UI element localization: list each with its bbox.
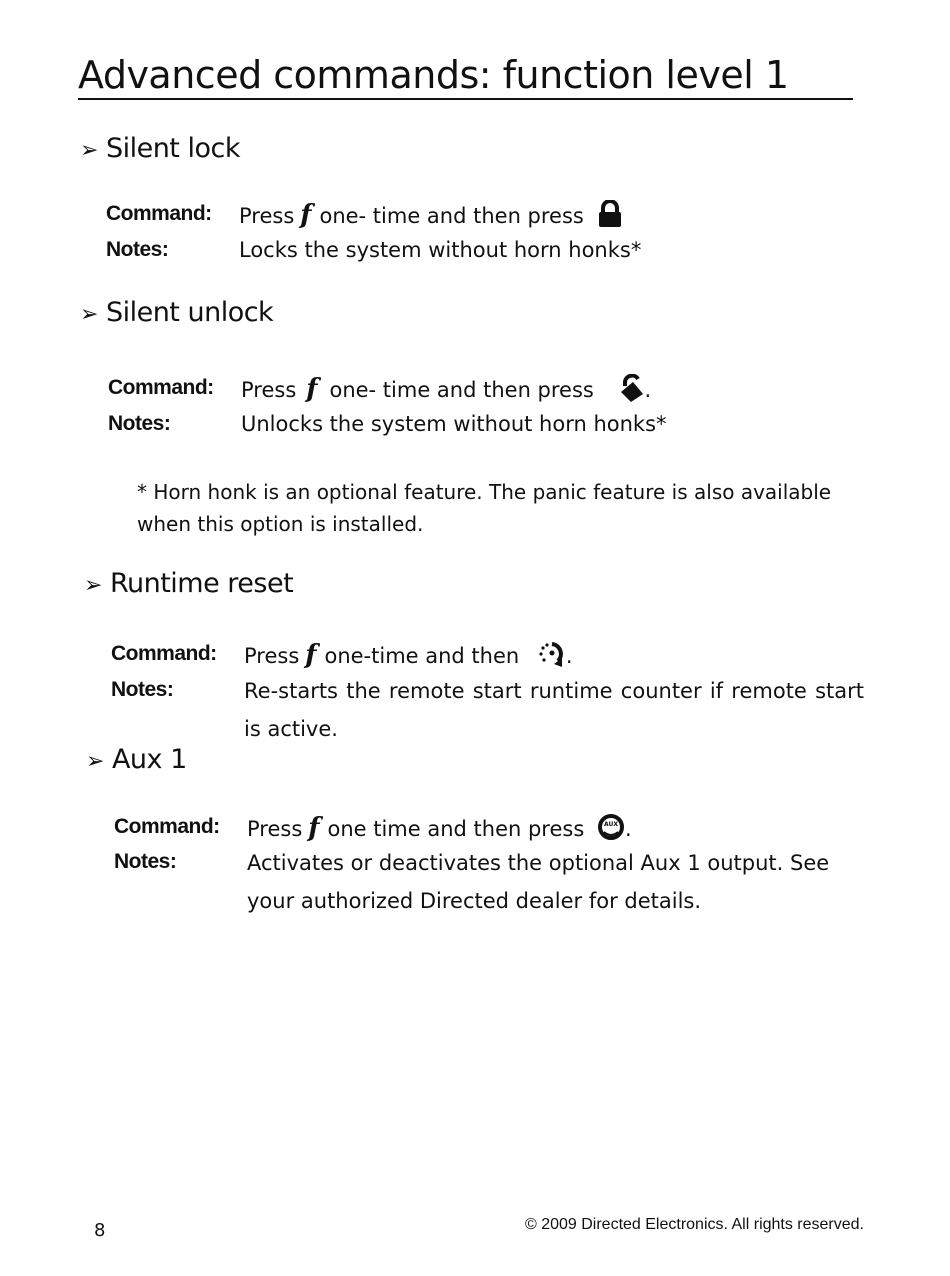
function-key-icon: f [300, 200, 312, 230]
notes-label: Notes: [111, 678, 174, 701]
section-heading-silent-lock [80, 133, 240, 164]
page-title: Advanced commands: function level 1 [78, 52, 853, 100]
command-label: Command: [106, 202, 212, 225]
notes-text: Re-starts the remote start runtime counter if remote start is active. [244, 679, 864, 741]
notes-label: Notes: [106, 238, 169, 261]
notes-text: Activates or deactivates the optional Aux 1 output. See your authorized Directed dealer for details. [247, 851, 830, 913]
command-text: Press f one-time and then . [244, 640, 864, 675]
notes-text: Unlocks the system without horn honks* [241, 412, 667, 436]
bullet-arrow-icon: ➢ [80, 302, 98, 327]
notes-text: Locks the system without horn honks* [239, 238, 642, 262]
command-label: Command: [108, 376, 214, 399]
command-text: Press f one- time and then press [239, 200, 859, 235]
notes-label: Notes: [114, 850, 177, 873]
aux-button-icon [597, 813, 625, 841]
function-key-icon: f [308, 813, 320, 843]
section-title: Aux 1 [111, 744, 187, 775]
page-number: 8 [94, 1220, 106, 1241]
notes-label: Notes: [108, 412, 171, 435]
bullet-arrow-icon: ➢ [80, 138, 98, 163]
command-label: Command: [111, 642, 217, 665]
section-title: Runtime reset [109, 568, 294, 599]
section-heading-silent-unlock [80, 297, 273, 328]
runtime-reset-icon [536, 640, 566, 675]
aux-icon-label: AUX [603, 821, 618, 828]
section-title: Silent unlock [105, 297, 274, 328]
copyright-notice: © 2009 Directed Electronics. All rights reserved. [524, 1216, 864, 1233]
bullet-arrow-icon: ➢ [86, 749, 104, 774]
function-key-icon: f [305, 640, 317, 670]
lock-icon [597, 200, 623, 235]
footnote: * Horn honk is an optional feature. The panic feature is also available when this option is installed. [137, 480, 832, 536]
section-heading-aux-1 [86, 744, 187, 775]
unlock-icon [617, 374, 645, 409]
function-key-icon: f [306, 374, 318, 404]
section-heading-runtime-reset [84, 568, 293, 599]
command-text: Press f one time and then press AUX . [247, 813, 632, 843]
command-text: Press f one- time and then press . [241, 374, 861, 409]
section-title: Silent lock [105, 133, 240, 164]
command-label: Command: [114, 815, 220, 838]
bullet-arrow-icon: ➢ [84, 573, 102, 598]
